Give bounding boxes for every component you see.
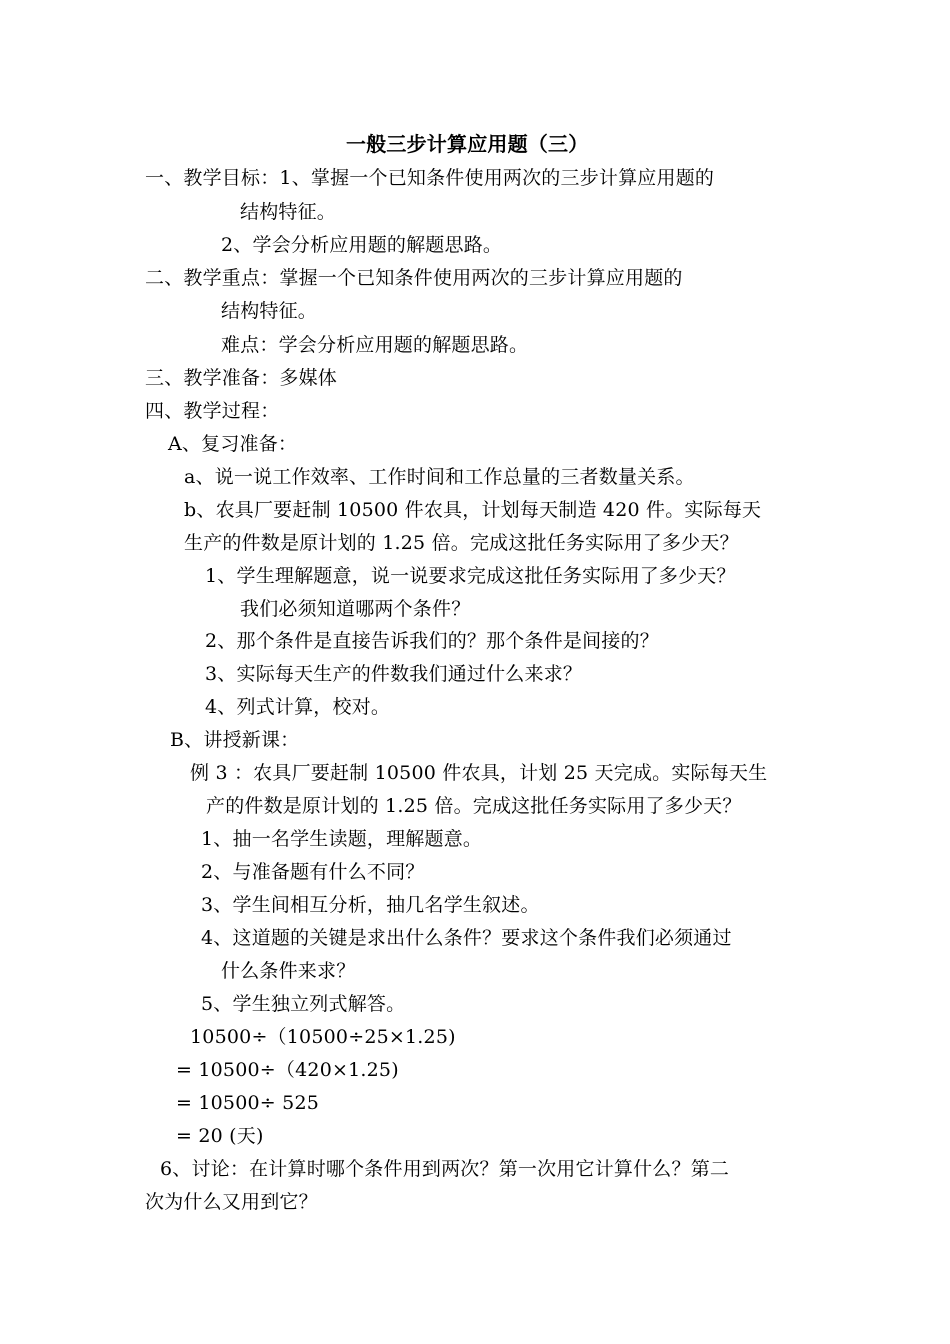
document-title: 一般三步计算应用题（三） xyxy=(346,132,589,156)
text-line: 四、教学过程： xyxy=(145,400,280,422)
text-line: 我们必须知道哪两个条件？ xyxy=(240,598,471,620)
text-line: B、讲授新课： xyxy=(170,729,300,751)
math-line: 10500÷（10500÷25×1.25) xyxy=(190,1026,456,1048)
text-line: a、说一说工作效率、工作时间和工作总量的三者数量关系。 xyxy=(184,466,695,488)
text-line: 结构特征。 xyxy=(221,300,318,322)
math-line: = 10500÷ 525 xyxy=(176,1092,320,1114)
text-line: 三、教学准备：多媒体 xyxy=(145,367,338,389)
text-line: 产的件数是原计划的 1.25 倍。完成这批任务实际用了多少天？ xyxy=(206,795,742,817)
text-line: 结构特征。 xyxy=(240,201,337,223)
text-line: 2、那个条件是直接告诉我们的？那个条件是间接的？ xyxy=(205,630,659,652)
text-line: 生产的件数是原计划的 1.25 倍。完成这批任务实际用了多少天？ xyxy=(184,532,739,554)
text-line: b、农具厂要赶制 10500 件农具，计划每天制造 420 件。实际每天 xyxy=(184,499,762,521)
text-line: 5、学生独立列式解答。 xyxy=(201,993,406,1015)
text-line: 难点：学会分析应用题的解题思路。 xyxy=(221,334,529,356)
text-line: 3、实际每天生产的件数我们通过什么来求？ xyxy=(205,663,583,685)
text-line: 6、讨论：在计算时哪个条件用到两次？第一次用它计算什么？第二 xyxy=(160,1158,730,1180)
text-line: 4、这道题的关键是求出什么条件？要求这个条件我们必须通过 xyxy=(201,927,732,949)
text-line: 3、学生间相互分析，抽几名学生叙述。 xyxy=(201,894,540,916)
text-line: 2、与准备题有什么不同？ xyxy=(201,861,425,883)
text-line: A、复习准备： xyxy=(168,433,298,455)
text-line: 例 3 ：农具厂要赶制 10500 件农具，计划 25 天完成。实际每天生 xyxy=(190,762,768,784)
text-line: 次为什么又用到它？ xyxy=(145,1191,318,1213)
text-line: 2、学会分析应用题的解题思路。 xyxy=(221,234,503,256)
math-line: = 20 (天) xyxy=(176,1125,264,1147)
text-line: 4、列式计算，校对。 xyxy=(205,696,391,718)
text-line: 1、学生理解题意，说一说要求完成这批任务实际用了多少天？ xyxy=(205,565,736,587)
text-line: 什么条件来求？ xyxy=(221,960,356,982)
text-line: 二、教学重点：掌握一个已知条件使用两次的三步计算应用题的 xyxy=(145,267,683,289)
text-line: 1、抽一名学生读题，理解题意。 xyxy=(201,828,483,850)
math-line: = 10500÷（420×1.25) xyxy=(176,1059,399,1081)
text-line: 一、教学目标：1、掌握一个已知条件使用两次的三步计算应用题的 xyxy=(145,167,715,189)
